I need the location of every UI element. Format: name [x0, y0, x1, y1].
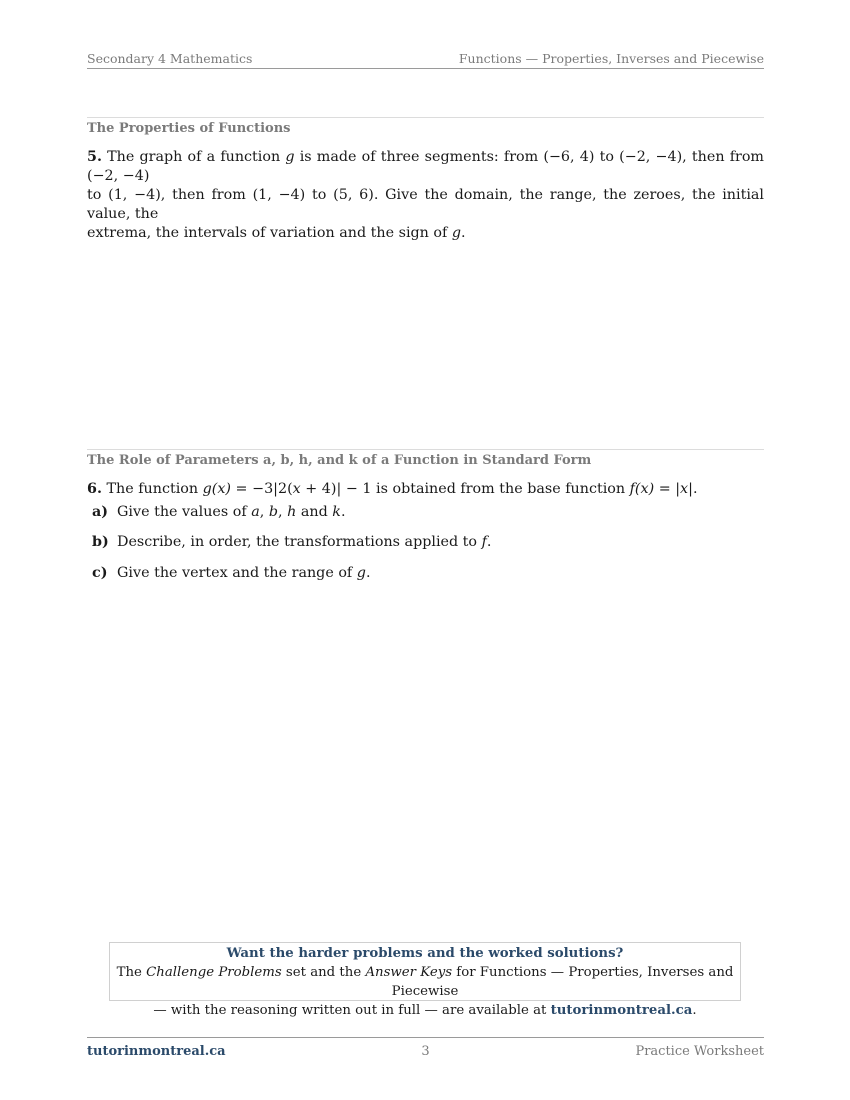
page-header [87, 51, 764, 69]
promo-box [109, 942, 741, 1018]
problem-6-part-c: c) Give the vertex and the range of g. [92, 565, 371, 581]
problem-6-part-b: b) Describe, in order, the transformations applied to f. [92, 534, 492, 550]
section-divider [87, 117, 764, 118]
problem-5-line-3: extrema, the intervals of variation and the sign of g. [87, 225, 466, 241]
header-course: Secondary 4 Mathematics [87, 51, 253, 66]
problem-5-line-2: to (1, −4), then from (1, −4) to (5, 6). Give the domain, the range, the zeroes, the initial value, the [87, 187, 764, 222]
page-footer [87, 1037, 764, 1059]
problem-5 [87, 148, 764, 243]
section-title-properties: The Properties of Functions [87, 121, 291, 136]
section-divider [87, 449, 764, 450]
promo-title: Want the harder problems and the worked solutions? [226, 946, 624, 961]
promo-link[interactable]: tutorinmontreal.ca [550, 1003, 693, 1018]
footer-label: Practice Worksheet [635, 1044, 764, 1059]
problem-number: 5. [87, 149, 102, 165]
problem-6-part-a: a) Give the values of a, b, h and k. [92, 504, 346, 520]
problem-5-line-1: 5. The graph of a function g is made of three segments: from (−6, 4) to (−2, −4), then from (−2, −4) [87, 149, 764, 184]
header-topic: Functions — Properties, Inverses and Piecewise [458, 51, 764, 66]
page-number: 3 [421, 1044, 430, 1059]
section-title-parameters: The Role of Parameters a, b, h, and k of a Function in Standard Form [87, 453, 592, 468]
problem-number: 6. [87, 481, 102, 497]
promo-line-1: The Challenge Problems set and the Answer Keys for Functions — Properties, Inverses and Piecewise [116, 965, 734, 999]
promo-line-2: — with the reasoning written out in full — are available at tutorinmontreal.ca. [153, 1003, 697, 1018]
footer-site-link[interactable]: tutorinmontreal.ca [87, 1044, 226, 1059]
problem-6: 6. The function g(x) = −3|2(x + 4)| − 1 is obtained from the base function f(x) = |x|. [87, 481, 698, 497]
